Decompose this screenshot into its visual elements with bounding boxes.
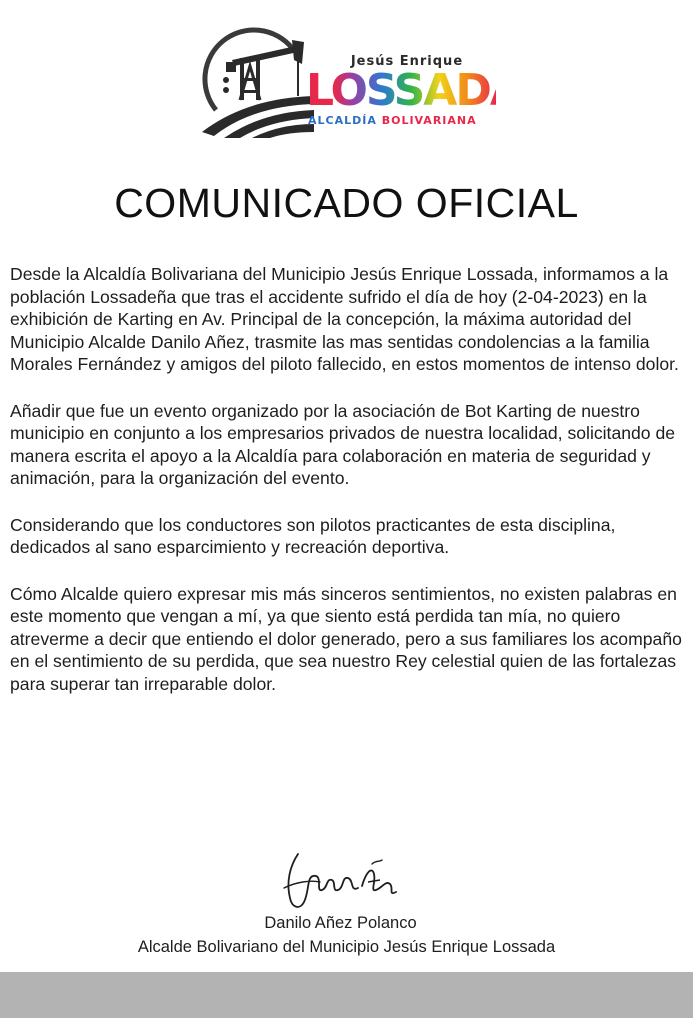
footer-band [0, 972, 693, 1018]
logo-bottom-word-2: BOLIVARIANA [381, 114, 477, 127]
handwritten-signature-icon [276, 852, 406, 914]
document-title: COMUNICADO OFICIAL [114, 180, 579, 226]
logo-main-text: LOSSADA [306, 65, 522, 116]
logo-top-text: Jesús Enrique [350, 54, 464, 69]
paragraph-1: Desde la Alcaldía Bolivariana del Municipio Jesús Enrique Lossada, informamos a la población Lossadeña que tras el accidente sufrido el día de hoy (2-04-2023) en la exhibición de Karting en Av. Principal de la concepción, la máxima autoridad del Municipio Alcalde Danilo Añez, trasmite las mas sentidas condolencias a la familia Morales Fernández y amigos del piloto fallecido, en estos momentos de intenso dolor. [10, 264, 679, 374]
logo-bottom-word-1: ALCALDÍA [308, 114, 377, 127]
oil-pump-emblem-icon [196, 20, 314, 138]
logo-bottom-text [308, 114, 496, 127]
signer-name: Danilo Añez Polanco [264, 914, 417, 932]
paragraph-4: Cómo Alcalde quiero expresar mis más sinceros sentimientos, no existen palabras en este momento que vengan a mí, ya que siento está perdida tan mía, no quiero atreverme a decir que entiendo el dolor generado, pero a sus familiares los acompaño en el sentimiento de su perdida, que sea nuestro Rey celestial quien de las fortalezas para superar tan irreparable dolor. [10, 583, 682, 694]
paragraph-3: Considerando que los conductores son pilotos practicantes de esta disciplina, dedicados al sano esparcimiento y recreación deportiva. [10, 514, 616, 557]
signer-position: Alcalde Bolivariano del Municipio Jesús Enrique Lossada [137, 938, 556, 956]
document-body [10, 263, 690, 719]
paragraph-2: Añadir que fue un evento organizado por la asociación de Bot Karting de nuestro municipio en conjunto a los empresarios privados de nuestra localidad, solicitando de manera escrita el apoyo a la Alcaldía para colaboración en materia de seguridad y animación, para la organización del evento. [10, 400, 676, 488]
municipal-logo [196, 20, 522, 138]
